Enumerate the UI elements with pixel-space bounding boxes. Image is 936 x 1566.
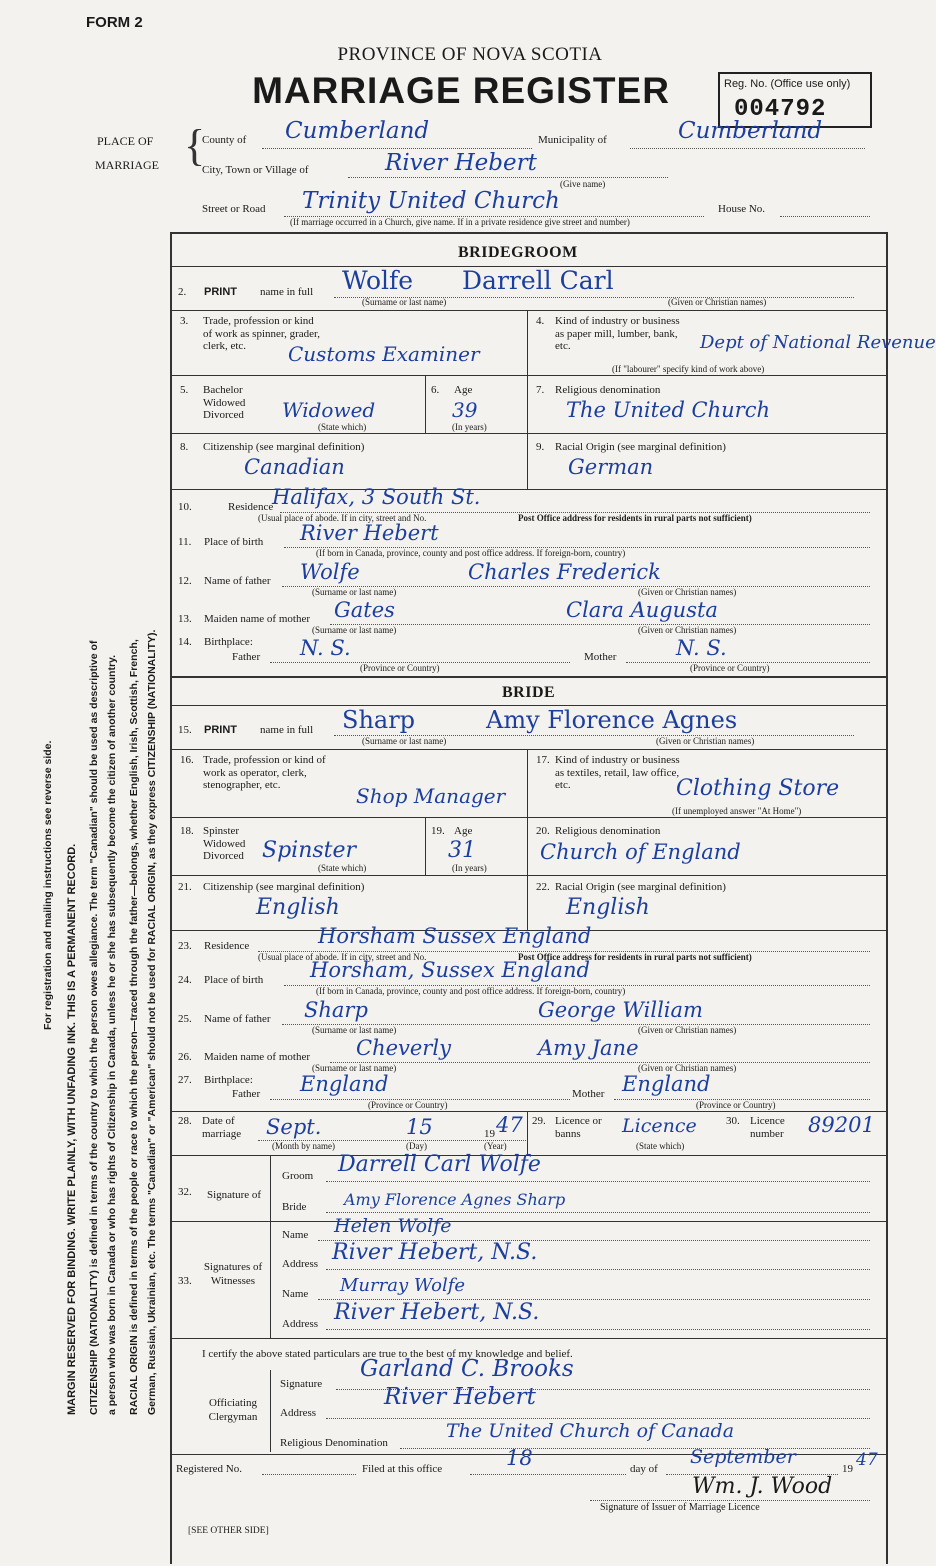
bp-mother-label: Mother <box>584 651 617 663</box>
surname-caption: (Surname or last name) <box>312 587 397 597</box>
surname-caption: (Surname or last name) <box>362 297 447 307</box>
row-number: 29. <box>532 1115 546 1127</box>
residence-caption-2: Post Office address for residents in rural parts not sufficient) <box>518 952 752 962</box>
bride-label: Bride <box>282 1201 307 1213</box>
bride-given: Amy Florence Agnes <box>486 706 738 734</box>
w2-name-label: Name <box>282 1288 309 1300</box>
row-number: 25. <box>178 1013 192 1025</box>
groom-trade-label: Trade, profession or kind of work as spinner, grader, clerk, etc. <box>203 315 321 352</box>
bp-father-label: Father <box>232 651 261 663</box>
marriage-month: Sept. <box>266 1115 322 1139</box>
municipality-value: Cumberland <box>678 118 823 144</box>
year-caption: (Year) <box>484 1141 507 1151</box>
bride-heading: BRIDE <box>502 684 556 701</box>
given-caption: (Given or Christian names) <box>638 587 737 597</box>
province-caption: (Province or Country) <box>368 1100 448 1110</box>
groom-given: Darrell Carl <box>462 266 614 295</box>
bride-father-surname: Sharp <box>304 998 368 1022</box>
municipality-label: Municipality of <box>538 134 607 146</box>
groom-father-surname: Wolfe <box>300 560 360 584</box>
given-caption: (Given or Christian names) <box>668 297 767 307</box>
street-label: Street or Road <box>202 203 266 215</box>
w1-address: River Hebert, N.S. <box>332 1240 538 1265</box>
name-label: name in full <box>260 724 314 736</box>
signature-label: Signature of <box>206 1189 262 1201</box>
bp-mother-label: Mother <box>572 1088 605 1100</box>
print-label: PRINT <box>204 286 237 298</box>
residence-label: Residence <box>204 940 250 952</box>
bride-status: Spinster <box>262 838 357 863</box>
street-caption: (If marriage occurred in a Church, give name. If in a private residence give street and number) <box>290 217 630 227</box>
row-number: 23. <box>178 940 192 952</box>
margin-racial-2: German, Russian, Ukrainian, etc. The terms "Canadian" or "American" should not be used for RACIAL ORIGIN, as they express CITIZENSHIP (NATIONALITY). <box>146 629 158 1415</box>
filed-year: 47 <box>856 1450 878 1470</box>
age-caption: (In years) <box>452 863 487 873</box>
clergy-signature-label: Signature <box>280 1378 323 1390</box>
religion-label: Religious denomination <box>555 825 661 837</box>
birthplace-label: Birthplace: <box>204 1074 253 1086</box>
citizen-label: Citizenship (see marginal definition) <box>203 441 365 453</box>
bride-trade: Shop Manager <box>356 784 506 808</box>
residence-caption-2: Post Office address for residents in rural parts not sufficient) <box>518 513 752 523</box>
w2-address-label: Address <box>282 1318 319 1330</box>
mother-label: Maiden name of mother <box>204 1051 310 1063</box>
bride-trade-label: Trade, profession or kind of work as operator, clerk, stenographer, etc. <box>203 754 326 791</box>
row-number: 7. <box>536 384 545 396</box>
racial-label: Racial Origin (see marginal definition) <box>555 881 726 893</box>
filed-year-prefix: 19 <box>842 1463 853 1475</box>
father-label: Name of father <box>204 575 271 587</box>
province-caption: (Province or Country) <box>696 1100 776 1110</box>
witness-label: Signatures of Witnesses <box>203 1261 263 1287</box>
groom-bp-father: N. S. <box>300 636 351 660</box>
row-number: 11. <box>178 536 192 548</box>
groom-surname: Wolfe <box>342 266 414 295</box>
bride-status-label: Spinster Widowed Divorced <box>203 825 246 862</box>
bridegroom-heading: BRIDEGROOM <box>458 244 578 261</box>
row-number: 13. <box>178 613 192 625</box>
certify-text: I certify the above stated particulars are true to the best of my knowledge and belief. <box>202 1348 573 1360</box>
birth-caption: (If born in Canada, province, county and post office address. If foreign-born, country) <box>316 986 626 996</box>
given-caption: (Given or Christian names) <box>638 1025 737 1035</box>
groom-mother-surname: Gates <box>334 598 395 622</box>
surname-caption: (Surname or last name) <box>362 736 447 746</box>
row-number: 20. <box>536 825 550 837</box>
state-caption: (State which) <box>318 422 367 432</box>
groom-age: 39 <box>452 398 478 422</box>
age-label: Age <box>454 825 473 837</box>
groom-residence: Halifax, 3 South St. <box>272 485 481 509</box>
row-number: 24. <box>178 974 192 986</box>
city-value: River Hebert <box>385 150 537 176</box>
residence-caption: (Usual place of abode. If in city, street and No. <box>258 513 427 523</box>
birth-label: Place of birth <box>204 536 264 548</box>
row-number: 12. <box>178 575 192 587</box>
age-caption: (In years) <box>452 422 487 432</box>
county-value: Cumberland <box>285 118 430 144</box>
bride-religion: Church of England <box>540 840 741 864</box>
year-prefix: 19 <box>484 1128 495 1140</box>
age-label: Age <box>454 384 473 396</box>
filed-day: 18 <box>506 1446 533 1470</box>
registered-label: Registered No. <box>176 1463 242 1475</box>
birth-caption: (If born in Canada, province, county and post office address. If foreign-born, country) <box>316 548 626 558</box>
row-number: 2. <box>178 286 187 298</box>
see-other-side: [SEE OTHER SIDE] <box>188 1526 269 1536</box>
groom-birth: River Hebert <box>300 521 439 545</box>
row-number: 26. <box>178 1051 192 1063</box>
marriage-day: 15 <box>406 1115 433 1139</box>
bride-birth: Horsham, Sussex England <box>310 958 590 982</box>
filed-month: September <box>690 1446 796 1468</box>
clergy-label: Officiating Clergyman <box>208 1397 258 1423</box>
row-number: 15. <box>178 724 192 736</box>
month-caption: (Month by name) <box>272 1141 335 1151</box>
issuer-signature: Wm. J. Wood <box>692 1474 833 1499</box>
state-caption: (State which) <box>636 1141 685 1151</box>
clergy-denomination: The United Church of Canada <box>446 1420 735 1442</box>
groom-status: Widowed <box>282 398 376 422</box>
given-caption: (Given or Christian names) <box>638 1063 737 1073</box>
margin-binding: MARGIN RESERVED FOR BINDING. WRITE PLAINLY, WITH UNFADING INK. THIS IS A PERMANENT RECORD. <box>66 843 78 1415</box>
row-number: 6. <box>431 384 440 396</box>
province-caption: (Province or Country) <box>360 663 440 673</box>
groom-signature: Darrell Carl Wolfe <box>338 1152 541 1177</box>
row-number: 10. <box>178 501 192 513</box>
day-of-label: day of <box>630 1463 658 1475</box>
row-number: 17. <box>536 754 550 766</box>
bride-bp-mother: England <box>622 1072 711 1096</box>
w2-address: River Hebert, N.S. <box>334 1300 540 1325</box>
bp-father-label: Father <box>232 1088 261 1100</box>
birthplace-label: Birthplace: <box>204 636 253 648</box>
filed-label: Filed at this office <box>362 1463 443 1475</box>
province-title: PROVINCE OF NOVA SCOTIA <box>337 44 603 65</box>
groom-religion: The United Church <box>566 398 771 422</box>
bride-industry-label: Kind of industry or business as textiles, retail, law office, etc. <box>555 754 680 791</box>
row-number: 16. <box>180 754 194 766</box>
row-number: 19. <box>431 825 445 837</box>
bride-father-given: George William <box>538 998 703 1022</box>
row-number: 8. <box>180 441 189 453</box>
father-label: Name of father <box>204 1013 271 1025</box>
groom-label: Groom <box>282 1170 314 1182</box>
citizen-label: Citizenship (see marginal definition) <box>203 881 365 893</box>
margin-citizenship-1: CITIZENSHIP (NATIONALITY) is defined in terms of the country to which the person owes allegiance. The term "Canadian" should be used as descriptive of <box>88 640 100 1415</box>
row-number: 18. <box>180 825 194 837</box>
row-number: 14. <box>178 636 192 648</box>
row-number: 22. <box>536 881 550 893</box>
industry-caption: (If "labourer" specify kind of work above) <box>612 364 765 374</box>
bride-industry: Clothing Store <box>676 776 840 801</box>
clergy-address-label: Address <box>280 1407 317 1419</box>
residence-caption: (Usual place of abode. If in city, street and No. <box>258 952 427 962</box>
surname-caption: (Surname or last name) <box>312 625 397 635</box>
religion-label: Religious denomination <box>555 384 661 396</box>
row-number: 30. <box>726 1115 740 1127</box>
row-number: 5. <box>180 384 189 396</box>
industry-caption: (If unemployed answer "At Home") <box>672 806 802 816</box>
place-brace: { <box>184 121 206 170</box>
state-caption: (State which) <box>318 863 367 873</box>
reg-label: Reg. No. (Office use only) <box>724 78 851 90</box>
licence-number: 89201 <box>808 1113 875 1137</box>
province-caption: (Province or Country) <box>690 663 770 673</box>
margin-instructions: For registration and mailing instructions see reverse side. <box>42 740 54 1030</box>
birth-label: Place of birth <box>204 974 264 986</box>
place-label-1: PLACE OF <box>97 134 154 148</box>
page-title: MARRIAGE REGISTER <box>252 70 670 111</box>
licence-type: Licence <box>622 1115 697 1137</box>
place-label-2: MARRIAGE <box>95 158 160 172</box>
bride-residence: Horsham Sussex England <box>318 924 592 948</box>
reg-number: 004792 <box>734 96 827 123</box>
groom-father-given: Charles Frederick <box>468 560 661 584</box>
clergy-denomination-label: Religious Denomination <box>280 1437 388 1449</box>
day-caption: (Day) <box>406 1141 427 1151</box>
given-caption: (Given or Christian names) <box>656 736 755 746</box>
w1-address-label: Address <box>282 1258 319 1270</box>
groom-citizen: Canadian <box>244 455 345 479</box>
row-number: 28. <box>178 1115 192 1127</box>
licence-label: Licence or banns <box>555 1115 602 1140</box>
bride-surname: Sharp <box>342 706 416 734</box>
bride-bp-father: England <box>300 1072 389 1096</box>
row-number: 9. <box>536 441 545 453</box>
groom-industry: Dept of National Revenue <box>700 332 936 353</box>
issuer-label: Signature of Issuer of Marriage Licence <box>600 1502 760 1513</box>
groom-mother-given: Clara Augusta <box>566 598 718 622</box>
w1-name-label: Name <box>282 1229 309 1241</box>
w2-name: Murray Wolfe <box>340 1275 466 1296</box>
row-number: 4. <box>536 315 545 327</box>
mother-label: Maiden name of mother <box>204 613 310 625</box>
bride-mother-given: Amy Jane <box>538 1036 639 1060</box>
groom-trade: Customs Examiner <box>288 342 480 366</box>
bride-signature: Amy Florence Agnes Sharp <box>344 1190 566 1209</box>
form-label: FORM 2 <box>86 14 143 31</box>
clergy-signature: Garland C. Brooks <box>360 1356 574 1382</box>
marriage-year: 47 <box>496 1113 523 1137</box>
groom-racial: German <box>568 455 654 479</box>
row-number: 33. <box>178 1275 192 1287</box>
clergy-address: River Hebert <box>384 1384 536 1410</box>
date-label: Date of marriage <box>202 1115 242 1140</box>
row-number: 27. <box>178 1074 192 1086</box>
surname-caption: (Surname or last name) <box>312 1063 397 1073</box>
given-caption: (Given or Christian names) <box>638 625 737 635</box>
house-label: House No. <box>718 203 766 215</box>
bride-citizen: English <box>256 895 340 920</box>
city-label: City, Town or Village of <box>202 164 309 176</box>
racial-label: Racial Origin (see marginal definition) <box>555 441 726 453</box>
row-number: 32. <box>178 1186 192 1198</box>
print-label: PRINT <box>204 724 237 736</box>
margin-racial-1: RACIAL ORIGIN is defined in terms of the people or race to which the person—traced through the father—belongs, whether English, Irish, Scottish, French, <box>128 639 140 1415</box>
county-label: County of <box>202 134 247 146</box>
bride-racial: English <box>566 895 650 920</box>
bride-age: 31 <box>448 838 476 863</box>
street-value: Trinity United Church <box>302 188 560 214</box>
row-number: 21. <box>178 881 192 893</box>
licence-number-label: Licence number <box>750 1115 785 1140</box>
residence-label: Residence <box>228 501 274 513</box>
w1-name: Helen Wolfe <box>334 1215 452 1237</box>
name-label: name in full <box>260 286 314 298</box>
give-name-caption: (Give name) <box>560 179 606 189</box>
margin-citizenship-2: a person who was born in Canada or who has rights of Citizenship in Canada, unless he or she has subsequently become the citizen of another country. <box>106 654 118 1415</box>
groom-industry-label: Kind of industry or business as paper mill, lumber, bank, etc. <box>555 315 680 352</box>
groom-status-label: Bachelor Widowed Divorced <box>203 384 246 421</box>
row-number: 3. <box>180 315 189 327</box>
surname-caption: (Surname or last name) <box>312 1025 397 1035</box>
bride-mother-surname: Cheverly <box>356 1036 451 1060</box>
groom-bp-mother: N. S. <box>676 636 727 660</box>
